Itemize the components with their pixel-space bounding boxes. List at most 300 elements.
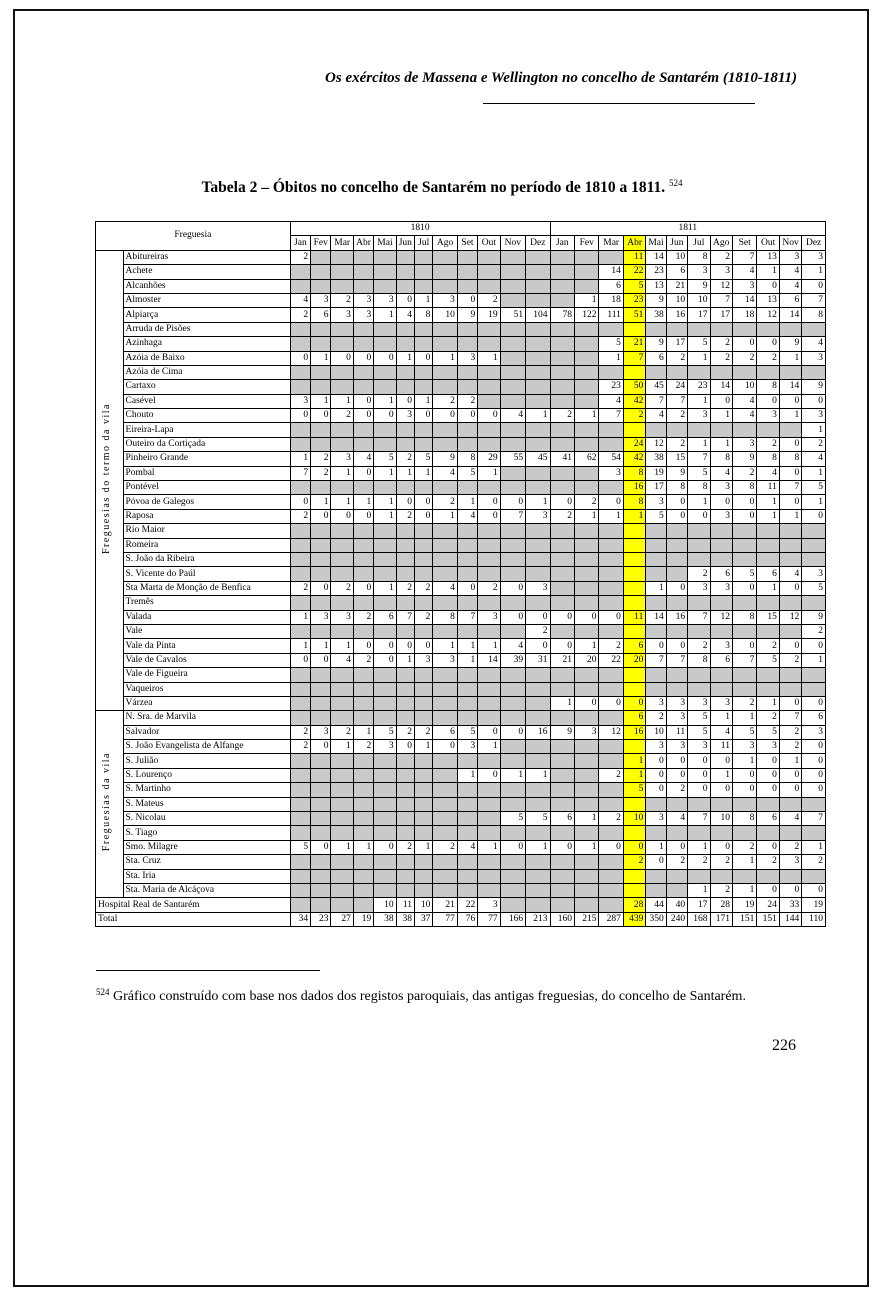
table-cell: [331, 524, 353, 538]
table-cell: [757, 797, 779, 811]
table-cell: 1: [500, 768, 525, 782]
table-cell: 21: [550, 653, 574, 667]
table-cell: [415, 524, 433, 538]
table-cell: [802, 797, 826, 811]
table-cell: 4: [732, 394, 756, 408]
table-cell: [311, 380, 331, 394]
table-cell: [500, 265, 525, 279]
table-cell: [290, 668, 310, 682]
parish-name: S. Julião: [123, 754, 290, 768]
table-cell: [575, 552, 599, 566]
page-number: 226: [772, 1037, 796, 1054]
table-cell: [415, 682, 433, 696]
table-row: [96, 380, 826, 394]
table-cell: 31: [526, 653, 550, 667]
table-cell: 0: [311, 581, 331, 595]
table-cell: 2: [331, 409, 353, 423]
table-cell: [290, 552, 310, 566]
table-cell: [575, 711, 599, 725]
table-cell: 9: [666, 466, 687, 480]
parish-name: Vale da Pinta: [123, 639, 290, 653]
table-cell: [550, 768, 574, 782]
table-cell: 9: [802, 380, 826, 394]
table-cell: 111: [599, 308, 623, 322]
table-cell: [779, 668, 801, 682]
table-cell: [575, 265, 599, 279]
table-cell: 0: [623, 696, 645, 710]
table-cell: 0: [666, 754, 687, 768]
table-cell: 0: [374, 409, 396, 423]
table-cell: 16: [623, 725, 645, 739]
table-cell: [710, 423, 732, 437]
parish-name: Vale de Figueira: [123, 668, 290, 682]
table-cell: 0: [331, 509, 353, 523]
table-cell: 0: [396, 740, 414, 754]
table-cell: [396, 826, 414, 840]
table-cell: 0: [457, 581, 477, 595]
table-cell: [757, 668, 779, 682]
month-header-1810-3: Abr: [353, 236, 373, 250]
table-cell: [311, 797, 331, 811]
table-cell: 0: [757, 768, 779, 782]
table-cell: [433, 250, 457, 264]
table-cell: [710, 682, 732, 696]
table-cell: 4: [500, 409, 525, 423]
table-cell: 0: [646, 639, 666, 653]
table-cell: 1: [331, 495, 353, 509]
table-cell: 10: [688, 293, 710, 307]
table-cell: 1: [415, 466, 433, 480]
table-cell: 76: [457, 912, 477, 926]
table-cell: 439: [623, 912, 645, 926]
parish-name: Raposa: [123, 509, 290, 523]
table-row: [96, 725, 826, 739]
table-cell: 12: [646, 437, 666, 451]
table-cell: [646, 869, 666, 883]
table-cell: 0: [457, 409, 477, 423]
table-cell: 23: [646, 265, 666, 279]
table-row: [96, 768, 826, 782]
table-cell: [353, 797, 373, 811]
table-cell: 0: [732, 639, 756, 653]
table-cell: [374, 538, 396, 552]
table-cell: 0: [666, 495, 687, 509]
table-cell: [290, 754, 310, 768]
month-header-1810-6: Jul: [415, 236, 433, 250]
table-cell: [623, 883, 645, 897]
table-cell: [290, 481, 310, 495]
table-cell: 3: [646, 740, 666, 754]
table-cell: [311, 783, 331, 797]
table-cell: 0: [599, 610, 623, 624]
table-cell: 2: [415, 581, 433, 595]
table-cell: [802, 826, 826, 840]
table-cell: [623, 596, 645, 610]
table-cell: 0: [526, 610, 550, 624]
table-cell: 2: [732, 351, 756, 365]
parish-name: S. Martinho: [123, 783, 290, 797]
table-cell: 17: [646, 481, 666, 495]
table-cell: [331, 437, 353, 451]
table-cell: [526, 696, 550, 710]
table-cell: [374, 696, 396, 710]
year-1811-header: 1811: [550, 222, 825, 236]
table-cell: [500, 696, 525, 710]
table-row: [96, 337, 826, 351]
table-cell: [396, 624, 414, 638]
table-cell: [290, 682, 310, 696]
table-cell: [666, 524, 687, 538]
table-cell: [374, 423, 396, 437]
table-cell: [550, 265, 574, 279]
table-cell: 5: [415, 452, 433, 466]
table-cell: [550, 337, 574, 351]
table-cell: [290, 538, 310, 552]
table-cell: 0: [353, 409, 373, 423]
table-cell: [478, 754, 500, 768]
table-cell: 2: [802, 624, 826, 638]
table-cell: 2: [290, 308, 310, 322]
table-cell: [457, 624, 477, 638]
table-cell: 7: [710, 293, 732, 307]
table-cell: [457, 322, 477, 336]
table-cell: [415, 855, 433, 869]
table-cell: 2: [688, 567, 710, 581]
table-cell: 38: [646, 308, 666, 322]
table-cell: 0: [311, 840, 331, 854]
table-cell: [526, 740, 550, 754]
table-cell: [526, 711, 550, 725]
table-cell: [396, 812, 414, 826]
table-cell: 2: [666, 437, 687, 451]
table-cell: [500, 380, 525, 394]
table-cell: [311, 696, 331, 710]
table-cell: [415, 812, 433, 826]
table-cell: [311, 481, 331, 495]
table-cell: 4: [646, 409, 666, 423]
parish-name: Vaqueiros: [123, 682, 290, 696]
table-cell: 0: [710, 840, 732, 854]
table-cell: 1: [396, 466, 414, 480]
table-row: [96, 855, 826, 869]
table-cell: [478, 337, 500, 351]
month-header-1811-2: Mar: [599, 236, 623, 250]
table-cell: [478, 552, 500, 566]
table-cell: [433, 552, 457, 566]
deaths-table: [95, 221, 826, 927]
table-cell: [396, 538, 414, 552]
table-cell: 28: [623, 898, 645, 912]
table-cell: 1: [457, 768, 477, 782]
table-cell: [599, 365, 623, 379]
table-cell: [415, 869, 433, 883]
table-cell: [666, 552, 687, 566]
table-cell: [599, 883, 623, 897]
table-cell: [374, 437, 396, 451]
table-cell: [550, 394, 574, 408]
table-cell: 5: [374, 452, 396, 466]
table-cell: [457, 337, 477, 351]
table-cell: 10: [623, 812, 645, 826]
table-cell: [688, 365, 710, 379]
table-row: [96, 797, 826, 811]
table-cell: [396, 682, 414, 696]
table-cell: [710, 797, 732, 811]
table-cell: [311, 265, 331, 279]
table-cell: 5: [599, 337, 623, 351]
month-header-1810-9: Out: [478, 236, 500, 250]
table-cell: [396, 855, 414, 869]
table-cell: [457, 826, 477, 840]
deaths-table-body: [96, 250, 826, 926]
table-cell: 24: [666, 380, 687, 394]
table-cell: 3: [457, 740, 477, 754]
table-cell: 0: [415, 639, 433, 653]
table-cell: [396, 380, 414, 394]
table-cell: [599, 552, 623, 566]
parish-name: Salvador: [123, 725, 290, 739]
table-cell: 0: [757, 394, 779, 408]
table-cell: 0: [599, 696, 623, 710]
table-cell: [396, 279, 414, 293]
table-cell: 0: [757, 279, 779, 293]
table-cell: 2: [623, 855, 645, 869]
table-cell: 0: [757, 783, 779, 797]
table-cell: 5: [457, 725, 477, 739]
table-cell: [478, 696, 500, 710]
month-header-1811-1: Fev: [575, 236, 599, 250]
table-cell: 2: [802, 437, 826, 451]
table-cell: [457, 682, 477, 696]
table-cell: [457, 380, 477, 394]
table-cell: 0: [802, 279, 826, 293]
table-cell: [550, 826, 574, 840]
table-cell: 1: [575, 812, 599, 826]
table-cell: 0: [802, 740, 826, 754]
table-cell: 12: [757, 308, 779, 322]
table-cell: [478, 682, 500, 696]
table-cell: 10: [646, 725, 666, 739]
table-cell: 0: [666, 639, 687, 653]
table-cell: [779, 682, 801, 696]
table-cell: 0: [290, 409, 310, 423]
table-row: [96, 423, 826, 437]
table-cell: [599, 481, 623, 495]
table-cell: [666, 668, 687, 682]
table-cell: 0: [732, 783, 756, 797]
table-cell: [575, 754, 599, 768]
table-cell: [550, 365, 574, 379]
table-cell: 0: [779, 581, 801, 595]
table-cell: 151: [757, 912, 779, 926]
table-cell: [374, 682, 396, 696]
table-cell: 3: [478, 898, 500, 912]
table-cell: 1: [802, 466, 826, 480]
table-cell: 2: [757, 711, 779, 725]
table-cell: [290, 437, 310, 451]
table-cell: 15: [666, 452, 687, 466]
month-header-1811-0: Jan: [550, 236, 574, 250]
table-cell: [666, 423, 687, 437]
table-row: [96, 552, 826, 566]
table-cell: [353, 869, 373, 883]
month-header-1810-7: Ago: [433, 236, 457, 250]
table-cell: [688, 524, 710, 538]
table-cell: 1: [802, 495, 826, 509]
table-cell: 12: [710, 610, 732, 624]
table-cell: [526, 869, 550, 883]
table-cell: 5: [623, 783, 645, 797]
table-cell: [331, 783, 353, 797]
table-row: [96, 365, 826, 379]
table-cell: 7: [646, 653, 666, 667]
table-cell: [623, 524, 645, 538]
table-cell: 1: [732, 855, 756, 869]
table-cell: [311, 337, 331, 351]
table-cell: [666, 797, 687, 811]
table-cell: 0: [732, 768, 756, 782]
table-cell: [353, 855, 373, 869]
table-cell: [710, 322, 732, 336]
parish-name: Tremês: [123, 596, 290, 610]
table-cell: 1: [646, 581, 666, 595]
parish-name: Sta. Maria de Alcáçova: [123, 883, 290, 897]
table-cell: [646, 883, 666, 897]
table-cell: 0: [311, 740, 331, 754]
table-cell: [457, 883, 477, 897]
table-cell: 0: [311, 653, 331, 667]
table-cell: 5: [732, 567, 756, 581]
table-cell: [331, 337, 353, 351]
table-cell: 2: [415, 610, 433, 624]
table-cell: [666, 624, 687, 638]
table-cell: [575, 351, 599, 365]
parish-name: Pinheiro Grande: [123, 452, 290, 466]
table-cell: [500, 437, 525, 451]
table-cell: [599, 423, 623, 437]
table-cell: 9: [550, 725, 574, 739]
table-cell: [415, 365, 433, 379]
table-cell: [433, 481, 457, 495]
table-cell: 5: [646, 509, 666, 523]
table-cell: 14: [779, 308, 801, 322]
table-cell: 0: [710, 394, 732, 408]
table-cell: 2: [575, 495, 599, 509]
table-cell: 17: [688, 308, 710, 322]
table-cell: 2: [478, 581, 500, 595]
table-cell: 29: [478, 452, 500, 466]
table-cell: 1: [688, 394, 710, 408]
table-cell: [526, 538, 550, 552]
table-cell: [500, 883, 525, 897]
table-row: [96, 682, 826, 696]
table-cell: [433, 696, 457, 710]
table-cell: [415, 337, 433, 351]
table-cell: [599, 538, 623, 552]
table-cell: 7: [599, 409, 623, 423]
table-cell: 0: [646, 855, 666, 869]
table-cell: [526, 322, 550, 336]
table-cell: [526, 265, 550, 279]
parish-name: Pombal: [123, 466, 290, 480]
table-cell: 2: [757, 855, 779, 869]
table-cell: 3: [779, 855, 801, 869]
table-cell: [415, 250, 433, 264]
table-cell: [396, 768, 414, 782]
table-cell: 0: [710, 495, 732, 509]
table-cell: [478, 322, 500, 336]
table-cell: 2: [396, 840, 414, 854]
table-cell: [353, 423, 373, 437]
table-cell: 3: [331, 452, 353, 466]
table-cell: [526, 754, 550, 768]
table-cell: [623, 552, 645, 566]
table-cell: 24: [757, 898, 779, 912]
table-cell: 3: [710, 509, 732, 523]
table-cell: 4: [779, 279, 801, 293]
table-cell: [599, 682, 623, 696]
table-cell: [550, 466, 574, 480]
table-cell: [500, 552, 525, 566]
table-cell: [396, 797, 414, 811]
table-cell: [623, 869, 645, 883]
table-cell: 0: [374, 639, 396, 653]
table-cell: 5: [802, 481, 826, 495]
table-cell: 3: [710, 481, 732, 495]
table-cell: 1: [688, 840, 710, 854]
table-cell: 1: [802, 653, 826, 667]
parish-name: Alcanhões: [123, 279, 290, 293]
table-cell: [457, 812, 477, 826]
table-cell: [575, 481, 599, 495]
table-cell: [311, 538, 331, 552]
table-cell: [433, 265, 457, 279]
month-header-1810-5: Jun: [396, 236, 414, 250]
table-cell: 7: [732, 653, 756, 667]
table-cell: 7: [396, 610, 414, 624]
table-cell: [710, 596, 732, 610]
table-cell: 6: [779, 293, 801, 307]
table-cell: 1: [646, 840, 666, 854]
table-cell: [500, 855, 525, 869]
table-cell: 6: [374, 610, 396, 624]
table-cell: 0: [666, 768, 687, 782]
table-cell: 3: [575, 725, 599, 739]
table-cell: [779, 552, 801, 566]
table-cell: 2: [353, 653, 373, 667]
table-cell: 1: [575, 409, 599, 423]
table-cell: 11: [396, 898, 414, 912]
table-cell: [331, 481, 353, 495]
table-cell: 10: [666, 293, 687, 307]
table-cell: 0: [779, 783, 801, 797]
table-cell: [353, 711, 373, 725]
table-cell: 8: [623, 466, 645, 480]
month-header-1811-9: Out: [757, 236, 779, 250]
table-cell: [710, 624, 732, 638]
table-cell: 23: [311, 912, 331, 926]
table-cell: [331, 596, 353, 610]
table-cell: 110: [802, 912, 826, 926]
table-cell: 4: [757, 466, 779, 480]
table-cell: 0: [353, 581, 373, 595]
month-header-1810-1: Fev: [311, 236, 331, 250]
table-cell: [415, 380, 433, 394]
table-cell: 1: [290, 610, 310, 624]
parish-name: Rio Maior: [123, 524, 290, 538]
table-cell: 1: [311, 639, 331, 653]
parish-name: S. Vicente do Paúl: [123, 567, 290, 581]
